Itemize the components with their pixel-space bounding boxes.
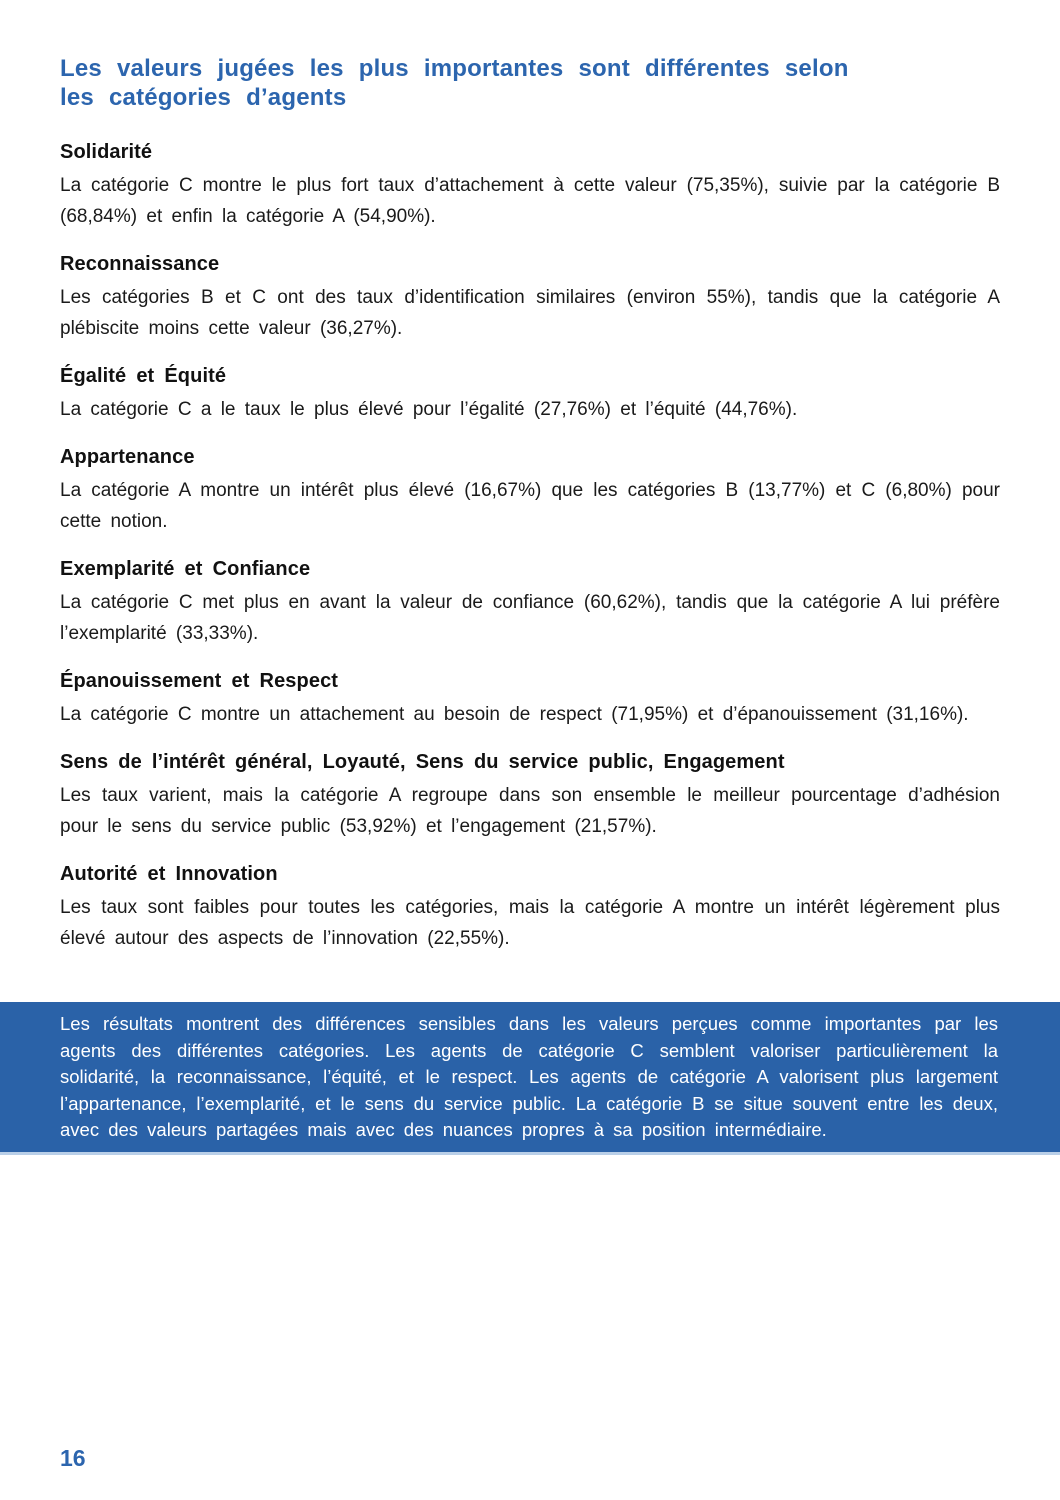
- section-solidarite: [60, 140, 1000, 232]
- page-title-line: Les valeurs jugées les plus importantes sont différentes selon: [60, 55, 849, 82]
- section-body: Les taux varient, mais la catégorie A regroupe dans son ensemble le meilleur pourcentage d’adhésion pour le sens du service public (53,92%) et l’engagement (21,57%).: [60, 785, 1000, 837]
- page-title: [60, 54, 1000, 112]
- section-heading: Égalité et Équité: [60, 365, 227, 387]
- section-appartenance: [60, 445, 1000, 537]
- section-body: La catégorie C a le taux le plus élevé pour l’égalité (27,76%) et l’équité (44,76%).: [60, 399, 798, 420]
- page-title-line: les catégories d’agents: [60, 84, 347, 111]
- section-body: Les taux sont faibles pour toutes les catégories, mais la catégorie A montre un intérêt légèrement plus élevé autour des aspects de l’innovation (22,55%).: [60, 897, 1000, 949]
- section-body: La catégorie A montre un intérêt plus élevé (16,67%) que les catégories B (13,77%) et C (6,80%) pour cette notion.: [60, 480, 1000, 532]
- section-heading: Reconnaissance: [60, 253, 220, 275]
- section-heading: Appartenance: [60, 446, 195, 468]
- section-autorite-innovation: [60, 862, 1000, 954]
- section-heading: Solidarité: [60, 141, 153, 163]
- section-body: La catégorie C met plus en avant la valeur de confiance (60,62%), tandis que la catégorie A lui préfère l’exemplarité (33,33%).: [60, 592, 1000, 644]
- section-heading: Sens de l’intérêt général, Loyauté, Sens du service public, Engagement: [60, 751, 785, 773]
- callout-text: Les résultats montrent des différences sensibles dans les valeurs perçues comme importantes par les agents des différentes catégories. Les agents de catégorie C semblent valoriser particulièrement la solidarité, la reconnaissance, l’équité, et le respect. Les agents de catégorie A valorisent plus largement l’appartenance, l’exemplarité, et le sens du service public. La catégorie B se situe souvent entre les deux, avec des valeurs partagées mais avec des nuances propres à sa position intermédiaire.: [60, 1013, 998, 1140]
- section-heading: Autorité et Innovation: [60, 863, 278, 885]
- section-exemplarite-confiance: [60, 557, 1000, 649]
- section-sens-interet-general: [60, 750, 1000, 842]
- section-body: La catégorie C montre le plus fort taux d’attachement à cette valeur (75,35%), suivie par la catégorie B (68,84%) et enfin la catégorie A (54,90%).: [60, 175, 1000, 227]
- page-number: 16: [60, 1445, 86, 1471]
- summary-callout: [0, 1002, 1060, 1155]
- section-heading: Exemplarité et Confiance: [60, 558, 311, 580]
- section-body: Les catégories B et C ont des taux d’identification similaires (environ 55%), tandis que la catégorie A plébiscite moins cette valeur (36,27%).: [60, 287, 1000, 339]
- sections-container: [60, 140, 1000, 954]
- section-egalite-equite: [60, 364, 1000, 425]
- section-reconnaissance: [60, 252, 1000, 344]
- section-heading: Épanouissement et Respect: [60, 670, 339, 692]
- section-epanouissement-respect: [60, 669, 1000, 730]
- section-body: La catégorie C montre un attachement au besoin de respect (71,95%) et d’épanouissement (31,16%).: [60, 704, 969, 725]
